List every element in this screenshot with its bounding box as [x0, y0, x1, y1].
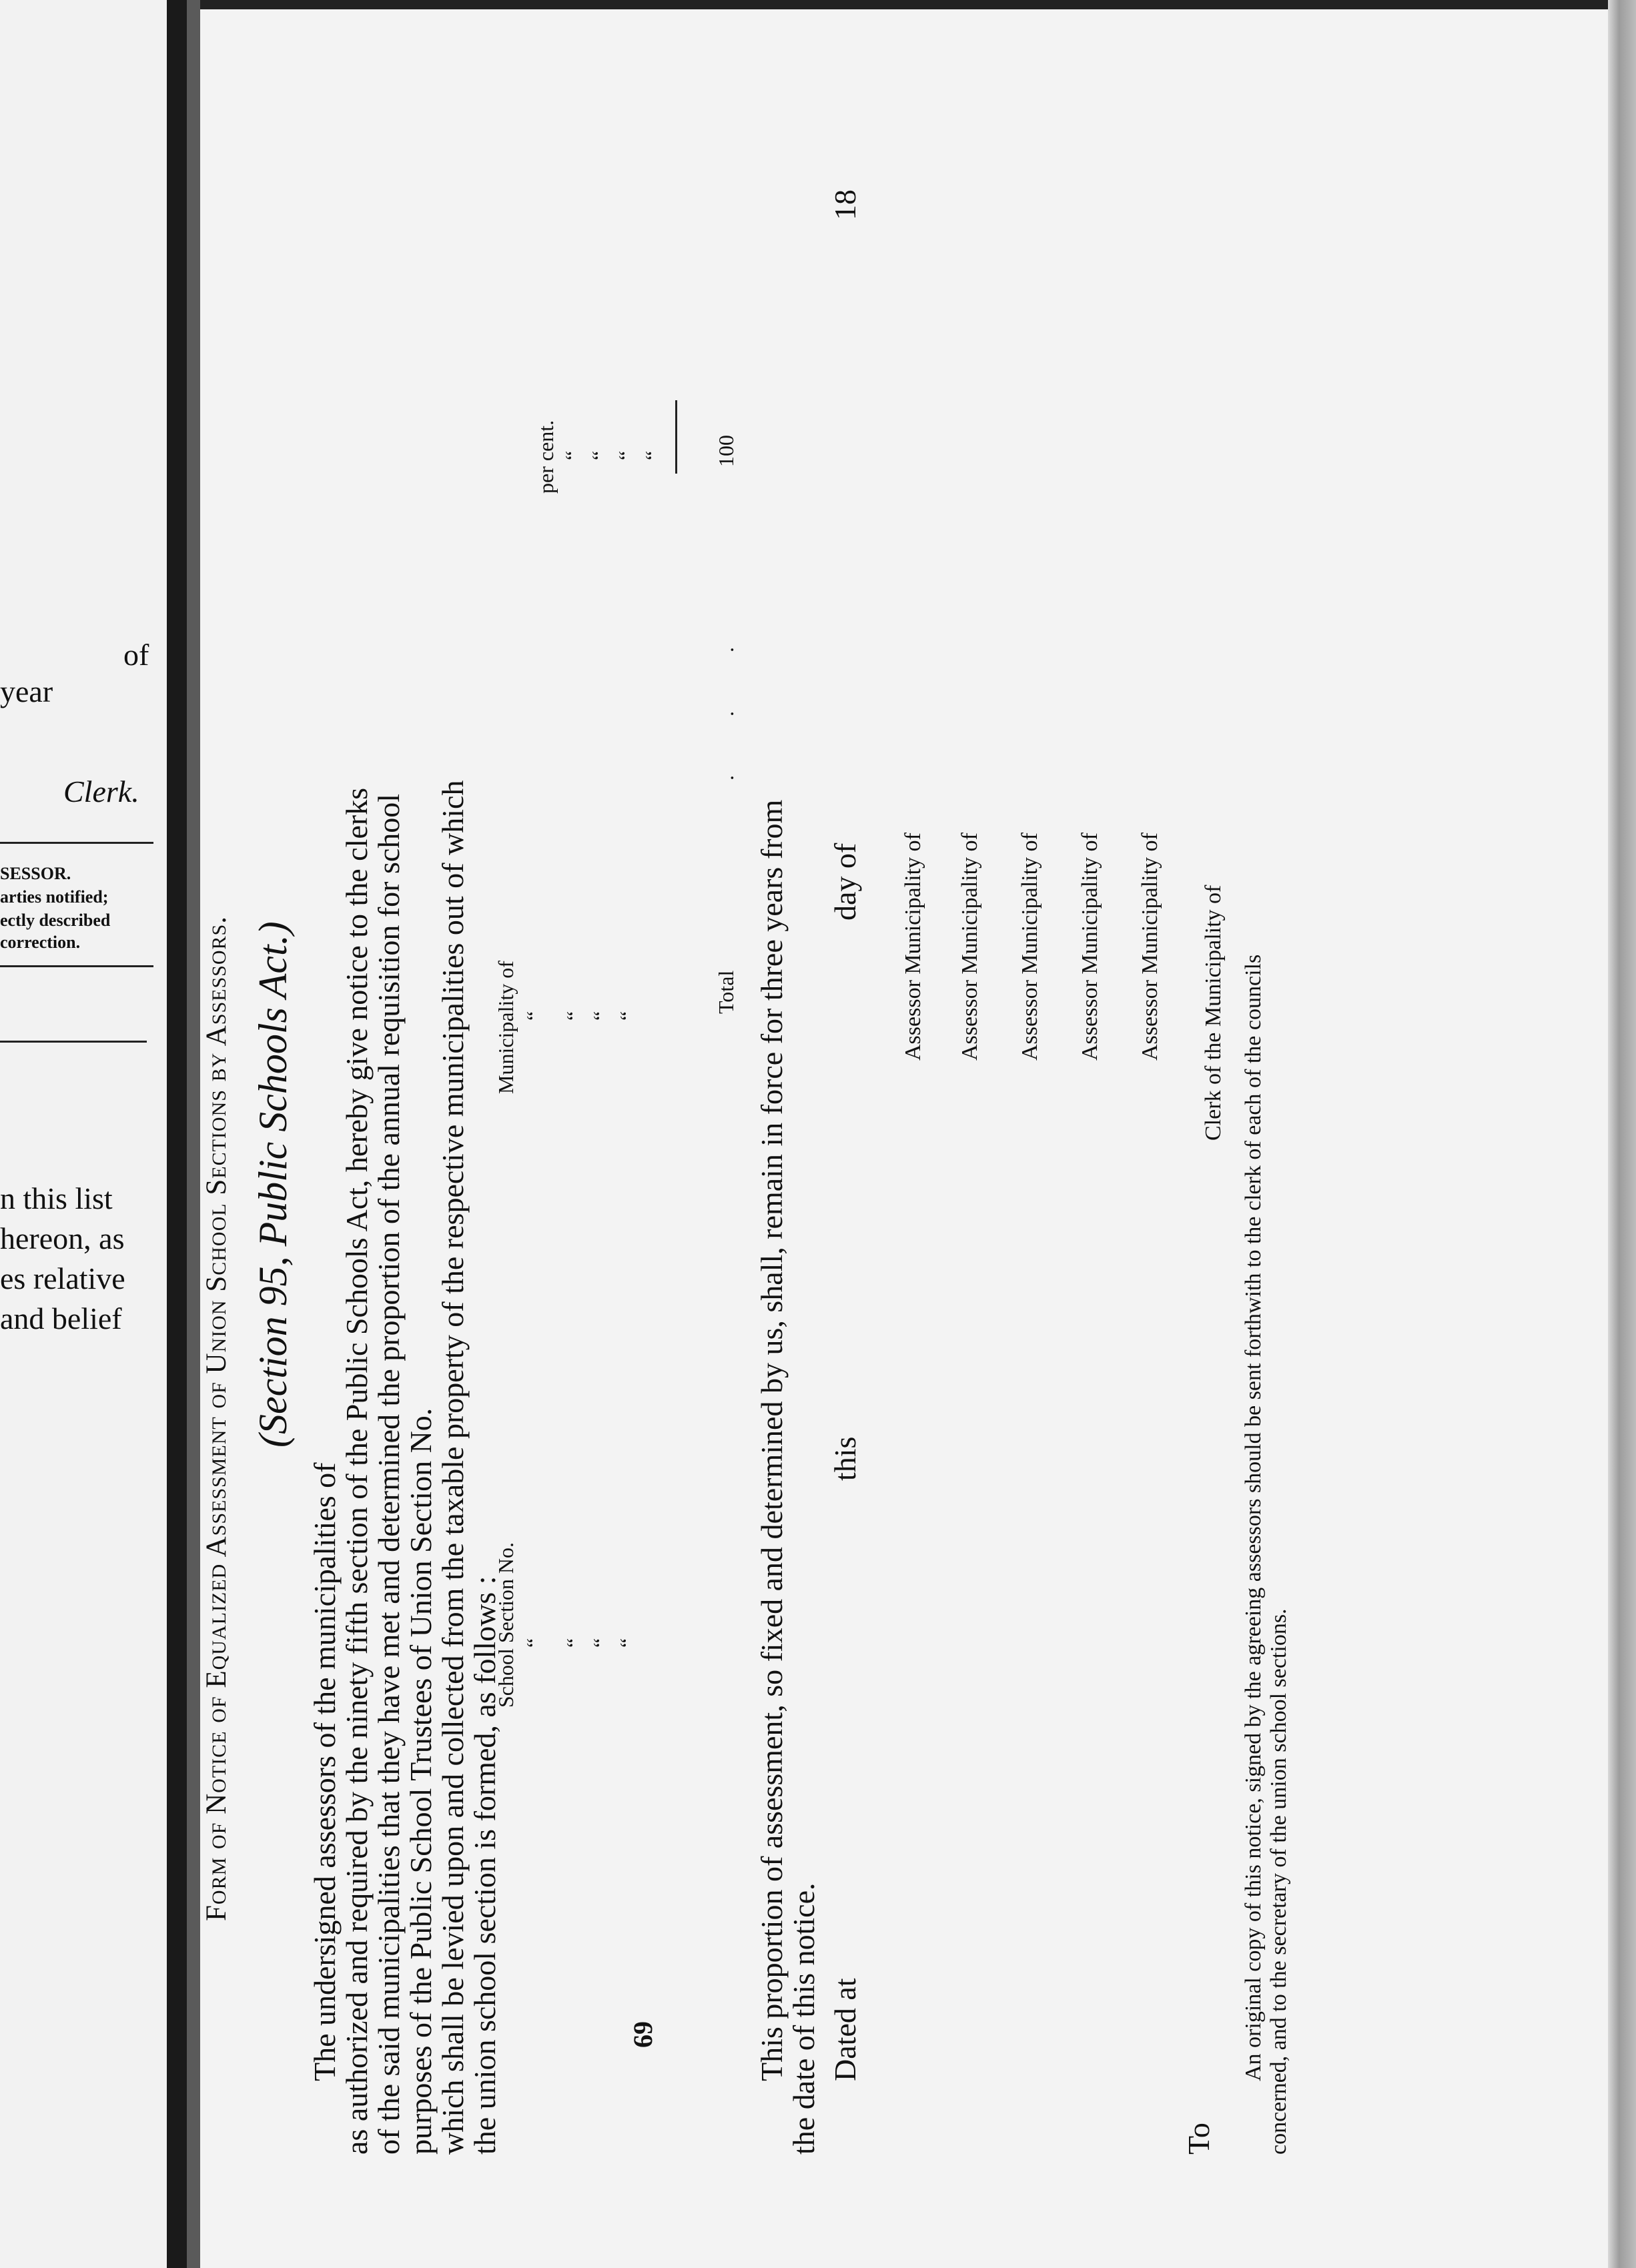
total-rule — [675, 400, 677, 474]
page-number: 69 — [628, 2021, 658, 2048]
divider — [0, 965, 153, 967]
intro-line: which shall be levied upon and collected from the taxable property of the respective municipalities out of which — [436, 780, 470, 2155]
top-edge — [200, 0, 1636, 9]
form-subheading: (Section 95, Public Schools Act.) — [251, 921, 295, 1448]
fragment-line: arties notified; — [0, 887, 109, 907]
ditto-mark: “ — [615, 1638, 639, 1648]
table-header-municipality: Municipality of — [494, 961, 518, 1094]
fragment-line: ectly described — [0, 911, 111, 930]
footnote-line: concerned, and to the secretary of the union school sections. — [1266, 1608, 1291, 2155]
to-label: To — [1182, 2123, 1216, 2155]
ditto-mark: “ — [587, 450, 611, 460]
gutter-shadow — [187, 0, 200, 2268]
intro-line: of the said municipalities that they have met and determined the proportion of the annual requisition for school — [372, 793, 406, 2155]
fragment-line: es relative — [0, 1261, 125, 1295]
book-spine — [167, 0, 187, 2268]
intro-line: purposes of the Public School Trustees of Union Section No. — [404, 1407, 438, 2155]
proportion-line: This proportion of assessment, so fixed and determined by us, shall, remain in force for three years from — [755, 799, 789, 2081]
ditto-mark: “ — [588, 1011, 612, 1021]
table-header-school-section: School Section No. — [494, 1542, 518, 1708]
facing-page-fragment — [0, 0, 167, 2268]
signature-line: Assessor Municipality of — [1017, 832, 1042, 1061]
dated-at-label: Dated at — [828, 1978, 862, 2081]
signature-line: Assessor Municipality of — [957, 832, 982, 1061]
total-label: Total — [714, 970, 738, 1014]
ditto-mark: “ — [522, 1011, 546, 1021]
fragment-line: correction. — [0, 933, 81, 952]
ditto-mark: “ — [560, 450, 584, 460]
fragment-line: hereon, as — [0, 1221, 125, 1255]
dated-this-label: this — [828, 1436, 862, 1481]
footnote-line: An original copy of this notice, signed by the agreeing assessors should be sent forthwith to the clerk of each of the councils — [1241, 954, 1266, 2081]
intro-line: The undersigned assessors of the municipalities of — [308, 1462, 342, 2081]
intro-line: the union school section is formed, as follows : — [468, 1576, 502, 2155]
ditto-mark: “ — [614, 450, 638, 460]
total-value: 100 — [714, 435, 738, 467]
ditto-mark: “ — [562, 1011, 586, 1021]
fragment-line: Clerk. — [63, 774, 139, 808]
proportion-line: the date of this notice. — [787, 1882, 821, 2155]
ditto-mark: “ — [615, 1011, 639, 1021]
signature-line: Assessor Municipality of — [1078, 832, 1102, 1061]
total-leader-dots: . . . — [714, 620, 738, 780]
fragment-line: and belief — [0, 1301, 122, 1335]
dated-day-of-label: day of — [828, 842, 862, 921]
intro-line: as authorized and required by the ninety fifth section of the Public Schools Act, hereby give notice to the clerks — [340, 788, 374, 2155]
dated-year-label: 18 — [828, 189, 862, 220]
divider — [0, 1041, 147, 1043]
clerk-line: Clerk of the Municipality of — [1201, 885, 1226, 1141]
fragment-line: SESSOR. — [0, 864, 71, 883]
fragment-line: n this list — [0, 1181, 113, 1215]
ditto-mark: “ — [562, 1638, 586, 1648]
table-header-per-cent: per cent. — [534, 420, 558, 494]
rotated-form — [200, 67, 1568, 2201]
ditto-mark: “ — [641, 450, 665, 460]
page-edge — [1608, 0, 1636, 2268]
fragment-line: year — [0, 674, 53, 708]
signature-line: Assessor Municipality of — [1138, 832, 1162, 1061]
form-heading: Form of Notice of Equalized Assessment of Union School Sections by Assessors. — [201, 916, 232, 1921]
divider — [0, 842, 153, 844]
fragment-line: of — [123, 638, 149, 672]
signature-line: Assessor Municipality of — [901, 832, 925, 1061]
ditto-mark: “ — [588, 1638, 612, 1648]
ditto-mark: “ — [522, 1638, 546, 1648]
